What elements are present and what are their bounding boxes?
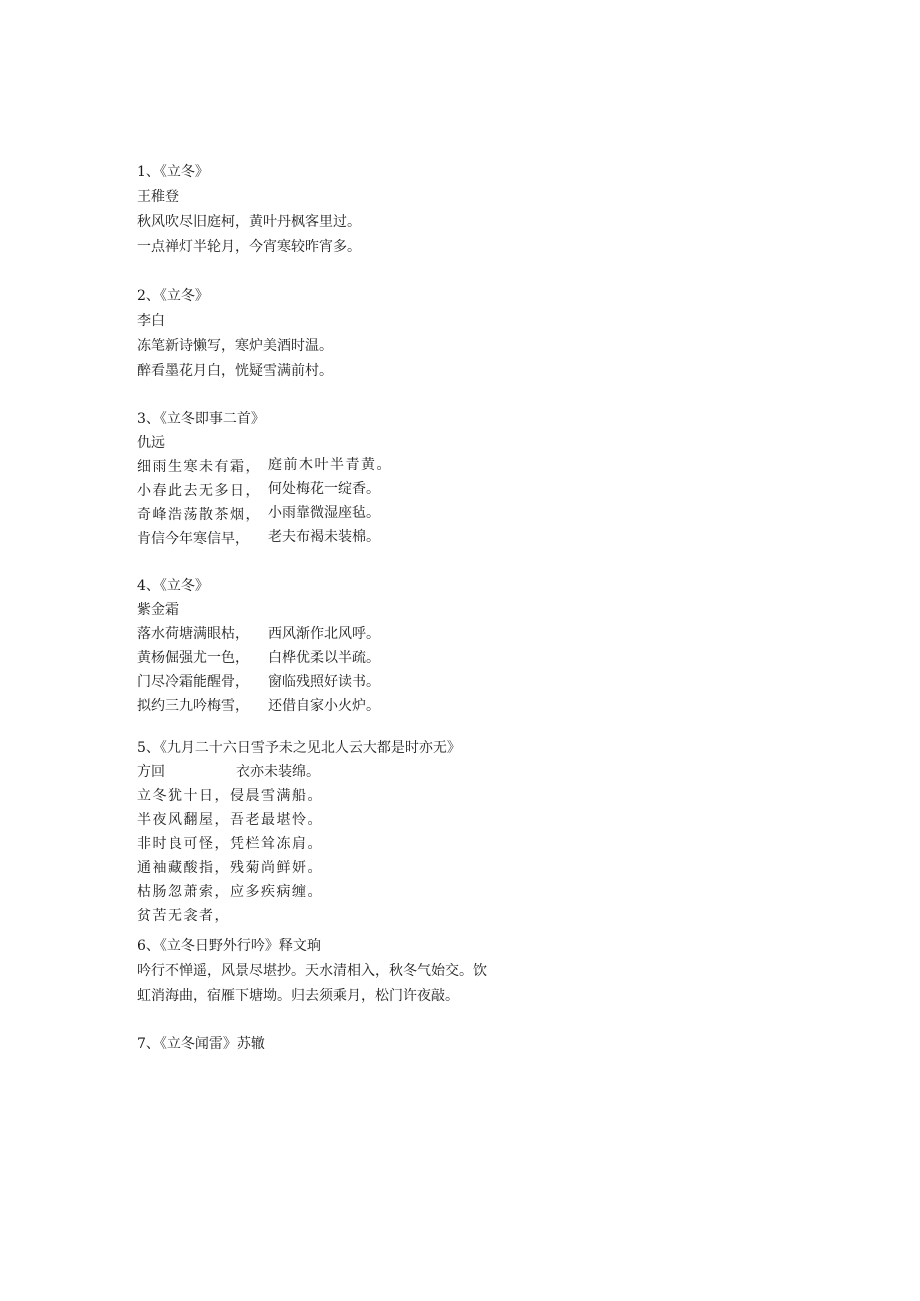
poem-3-row-3-right: 小雨靠微湿座毡。 [268, 505, 380, 521]
poem-5-author: 方回 [137, 764, 165, 780]
poem-4-row-1-left: 落水荷塘满眼枯， [137, 626, 249, 642]
poem-3-row-3-left: 奇峰浩荡散茶烟， [137, 507, 261, 523]
poem-4-row-4-right: 还借自家小火炉。 [268, 698, 380, 714]
poem-3-row-4-right: 老夫布褐未装棉。 [268, 529, 380, 545]
poem-1-author: 王稚登 [137, 189, 179, 205]
poem-5-line-3: 非时良可怪，凭栏耸冻肩。 [137, 836, 323, 852]
poem-3-row-1-left: 细雨生寒未有霜， [137, 459, 261, 475]
poem-4-row-3-right: 窗临残照好读书。 [268, 674, 380, 690]
poem-3-row-2-right: 何处梅花一绽香。 [268, 481, 380, 497]
poem-2-heading: 2、《立冬》 [137, 288, 209, 304]
poem-4-row-3-left: 门尽冷霜能醒骨， [137, 674, 249, 690]
poem-5-line-2: 半夜风翻屋，吾老最堪怜。 [137, 812, 323, 828]
poem-6-heading: 6、《立冬日野外行吟》释文珦 [137, 938, 321, 954]
poem-3-row-1-right: 庭前木叶半青黄。 [268, 457, 392, 473]
poem-3-heading: 3、《立冬即事二首》 [137, 411, 265, 427]
poem-5-heading: 5、《九月二十六日雪予未之见北人云大都是时亦无》 [137, 740, 461, 756]
poem-5-line-4: 通袖藏酸指，残菊尚鲜妍。 [137, 860, 323, 876]
poem-2-line-1: 冻笔新诗懒写，寒炉美酒时温。 [137, 338, 333, 354]
poem-5-line-6: 贫苦无衾者， [137, 908, 230, 924]
poem-1-line-1: 秋风吹尽旧庭柯，黄叶丹枫客里过。 [137, 214, 361, 230]
poem-5-author-tail: 衣亦未装绵。 [236, 764, 320, 780]
poem-4-author: 紫金霜 [137, 602, 179, 618]
poem-4-row-2-right: 白桦优柔以半疏。 [268, 650, 380, 666]
poem-1-heading: 1、《立冬》 [137, 164, 209, 180]
poem-2-line-2: 醉看墨花月白，恍疑雪满前村。 [137, 363, 333, 379]
poem-4-row-4-left: 拟约三九吟梅雪， [137, 698, 249, 714]
poem-5-line-1: 立冬犹十日，侵晨雪满船。 [137, 788, 323, 804]
poem-4-heading: 4、《立冬》 [137, 578, 209, 594]
poem-5-line-5: 枯肠忽萧索，应多疾病缠。 [137, 884, 323, 900]
poem-7-heading: 7、《立冬闻雷》苏辙 [137, 1036, 265, 1052]
poem-4-row-1-right: 西风渐作北风呼。 [268, 626, 380, 642]
poem-6-line-2: 虹消海曲，宿雁下塘坳。归去须乘月，松门许夜敲。 [137, 988, 459, 1004]
poem-3-author: 仇远 [137, 435, 165, 451]
poem-3-row-2-left: 小春此去无多日， [137, 483, 261, 499]
poem-4-row-2-left: 黄杨倔强尤一色， [137, 650, 249, 666]
poem-2-author: 李白 [137, 313, 165, 329]
poem-6-line-1: 吟行不惮遥，风景尽堪抄。天水清相入，秋冬气始交。饮 [137, 963, 487, 979]
poem-1-line-2: 一点禅灯半轮月，今宵寒较昨宵多。 [137, 239, 361, 255]
poem-3-row-4-left: 肯信今年寒信早， [137, 531, 249, 547]
